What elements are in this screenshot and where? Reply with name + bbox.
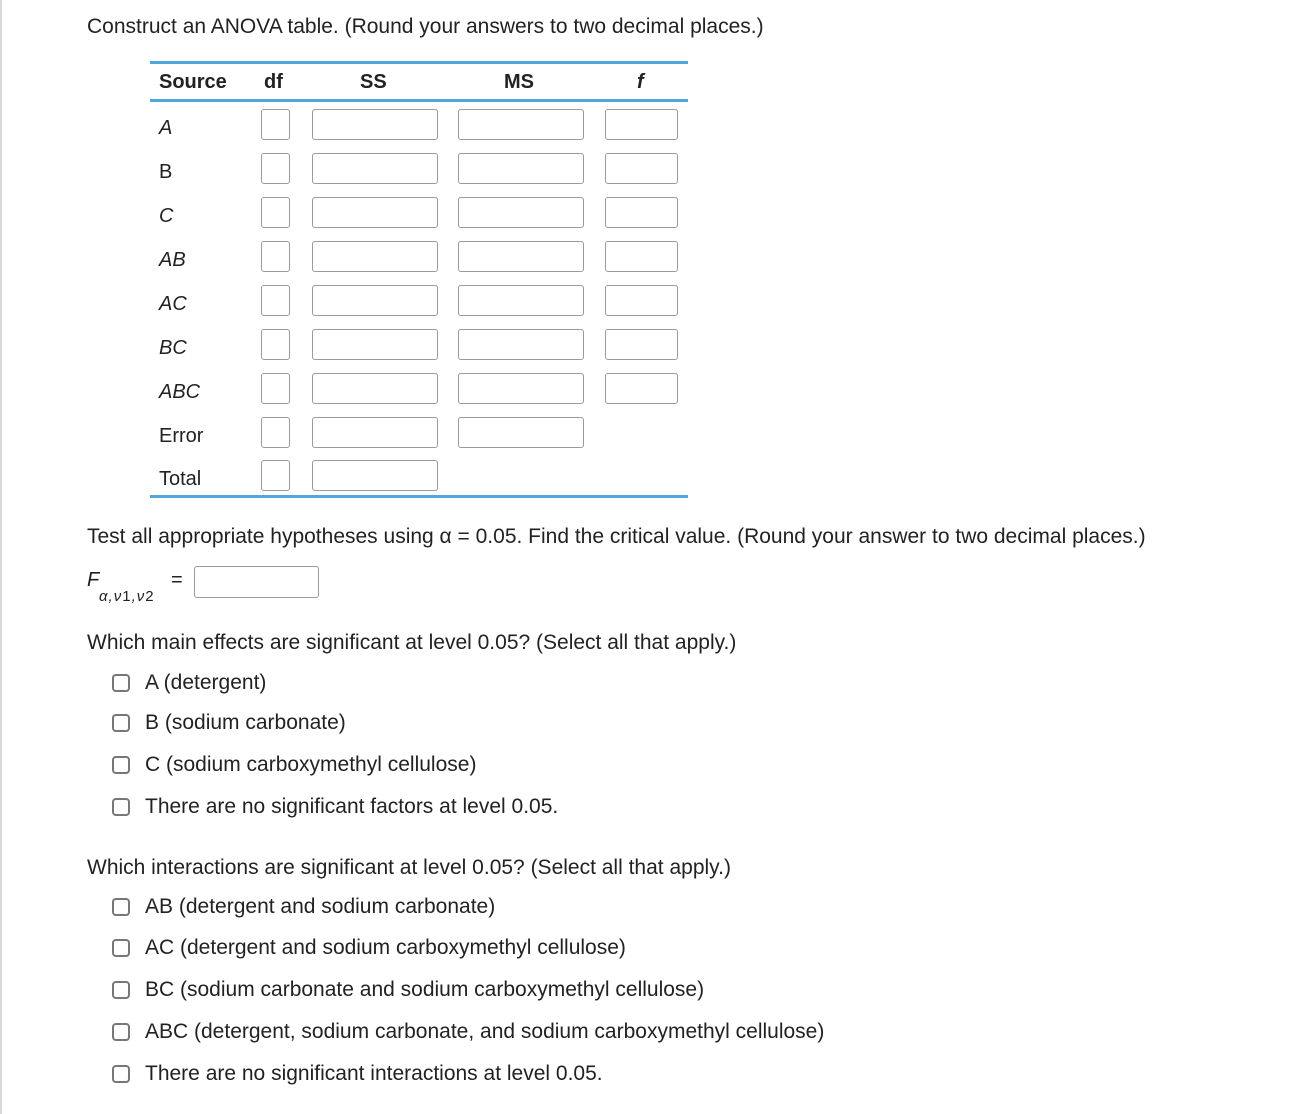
header-df: df	[264, 71, 283, 93]
critical-f-subscript: α,ν1,ν2	[99, 588, 155, 605]
ss-input[interactable]	[312, 197, 438, 228]
df-input[interactable]	[261, 373, 290, 404]
row-label: BC	[159, 337, 187, 359]
header-ss: SS	[360, 71, 387, 93]
anova-row-ab	[150, 238, 688, 282]
anova-row-b	[150, 150, 688, 194]
f-input[interactable]	[605, 285, 678, 316]
table-bottom-rule	[150, 495, 688, 498]
ms-input[interactable]	[458, 197, 584, 228]
checkbox[interactable]	[112, 1023, 130, 1041]
question-anova-table: Construct an ANOVA table. (Round your answers to two decimal places.)	[87, 15, 764, 38]
left-border	[0, 0, 2, 1114]
checkbox[interactable]	[112, 756, 130, 774]
ss-input[interactable]	[312, 460, 438, 491]
f-input[interactable]	[605, 373, 678, 404]
f-input[interactable]	[605, 109, 678, 140]
ss-input[interactable]	[312, 373, 438, 404]
ss-input[interactable]	[312, 329, 438, 360]
ss-input[interactable]	[312, 285, 438, 316]
table-top-rule	[150, 61, 688, 64]
ss-input[interactable]	[312, 417, 438, 448]
f-input[interactable]	[605, 197, 678, 228]
critical-value-input[interactable]	[194, 566, 319, 598]
df-input[interactable]	[261, 109, 290, 140]
row-label: Error	[159, 425, 204, 447]
table-header-rule	[150, 99, 688, 102]
anova-table	[150, 61, 688, 499]
row-label: C	[159, 205, 174, 227]
ms-input[interactable]	[458, 329, 584, 360]
ms-input[interactable]	[458, 109, 584, 140]
checkbox[interactable]	[112, 1065, 130, 1083]
critical-equals: =	[171, 569, 183, 591]
option-label: There are no significant interactions at level 0.05.	[145, 1062, 603, 1085]
f-input[interactable]	[605, 153, 678, 184]
ms-input[interactable]	[458, 373, 584, 404]
anova-row-a	[150, 106, 688, 150]
anova-row-bc	[150, 326, 688, 370]
df-input[interactable]	[261, 285, 290, 316]
anova-row-error	[150, 414, 688, 458]
ms-input[interactable]	[458, 153, 584, 184]
row-label: AC	[159, 293, 187, 315]
option-label: C (sodium carboxymethyl cellulose)	[145, 753, 477, 776]
header-f: f	[637, 71, 644, 93]
ms-input[interactable]	[458, 285, 584, 316]
checkbox[interactable]	[112, 898, 130, 916]
checkbox[interactable]	[112, 939, 130, 957]
row-label: ABC	[159, 381, 201, 403]
checkbox[interactable]	[112, 798, 130, 816]
df-input[interactable]	[261, 460, 290, 491]
row-label: Total	[159, 468, 202, 490]
option-label: B (sodium carbonate)	[145, 711, 346, 734]
question-critical-value: Test all appropriate hypotheses using α = 0.05. Find the critical value. (Round your answer to two decimal places.)	[87, 525, 1146, 548]
question-main-effects: Which main effects are significant at level 0.05? (Select all that apply.)	[87, 631, 737, 654]
option-label: AC (detergent and sodium carboxymethyl cellulose)	[145, 936, 626, 959]
question-interactions: Which interactions are significant at level 0.05? (Select all that apply.)	[87, 856, 731, 879]
df-input[interactable]	[261, 329, 290, 360]
checkbox[interactable]	[112, 674, 130, 692]
header-ms: MS	[504, 71, 534, 93]
row-label: AB	[159, 249, 186, 271]
ss-input[interactable]	[312, 241, 438, 272]
anova-row-ac	[150, 282, 688, 326]
ss-input[interactable]	[312, 153, 438, 184]
df-input[interactable]	[261, 417, 290, 448]
anova-row-c	[150, 194, 688, 238]
option-label: BC (sodium carbonate and sodium carboxymethyl cellulose)	[145, 978, 705, 1001]
df-input[interactable]	[261, 197, 290, 228]
df-input[interactable]	[261, 241, 290, 272]
option-label: ABC (detergent, sodium carbonate, and sodium carboxymethyl cellulose)	[145, 1020, 825, 1043]
f-input[interactable]	[605, 329, 678, 360]
option-label: A (detergent)	[145, 671, 267, 694]
df-input[interactable]	[261, 153, 290, 184]
row-label: B	[159, 161, 173, 183]
checkbox[interactable]	[112, 714, 130, 732]
ms-input[interactable]	[458, 241, 584, 272]
row-label: A	[159, 117, 173, 139]
f-input[interactable]	[605, 241, 678, 272]
ms-input[interactable]	[458, 417, 584, 448]
anova-row-abc	[150, 370, 688, 414]
checkbox[interactable]	[112, 981, 130, 999]
option-label: AB (detergent and sodium carbonate)	[145, 895, 496, 918]
option-label: There are no significant factors at level 0.05.	[145, 795, 559, 818]
critical-f-symbol: F	[87, 569, 100, 591]
ss-input[interactable]	[312, 109, 438, 140]
header-source: Source	[159, 71, 227, 93]
